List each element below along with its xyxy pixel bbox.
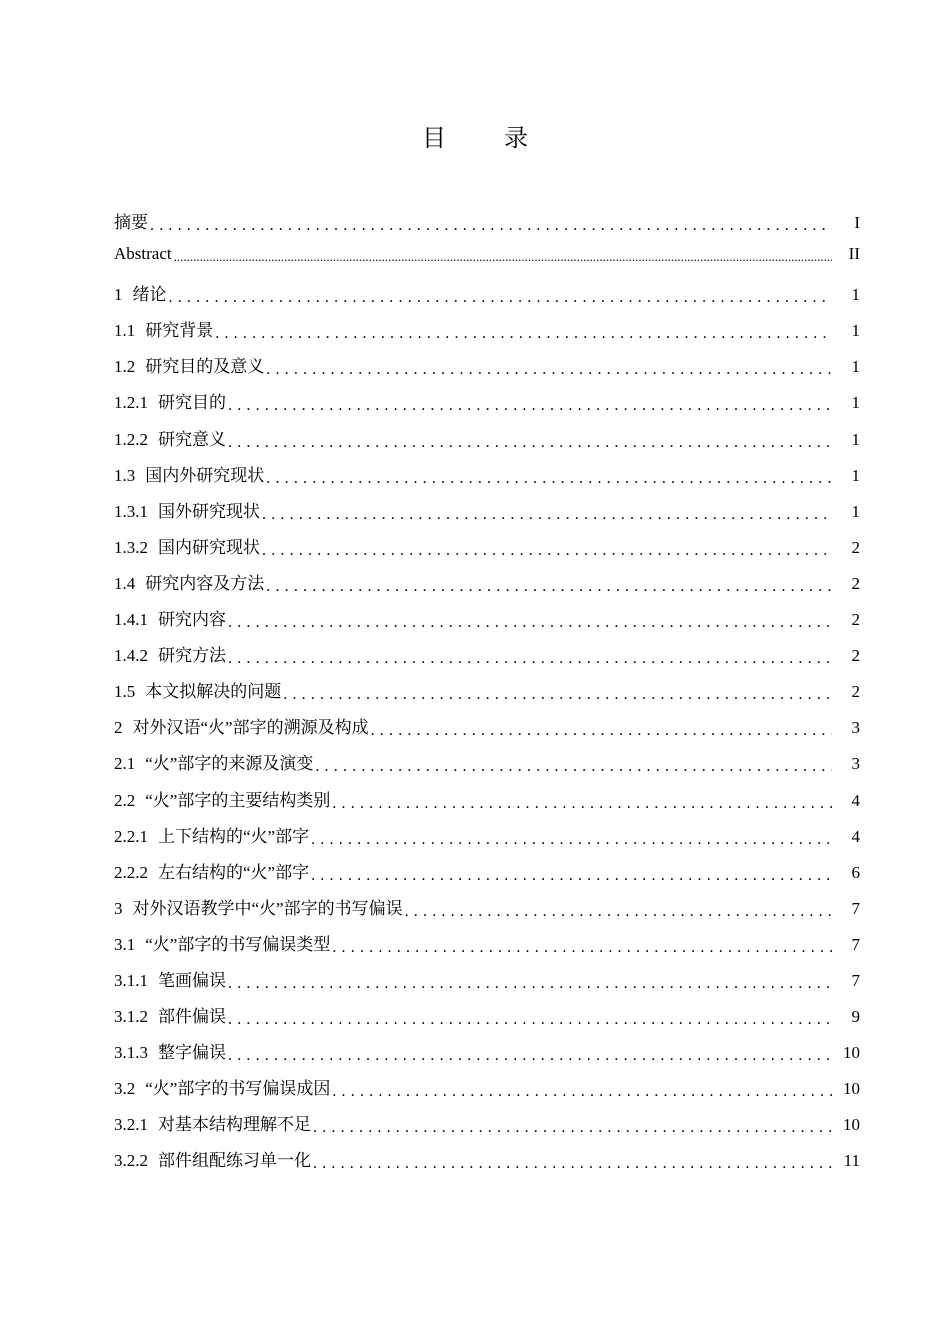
toc-page-number: 1 xyxy=(851,285,860,305)
toc-entry-heading xyxy=(114,749,313,774)
toc-entry-number: 1.5 xyxy=(114,682,136,702)
toc-leader-dots xyxy=(262,504,832,524)
toc-leader-dots xyxy=(228,1045,832,1065)
toc-page-number: II xyxy=(848,244,860,264)
toc-entry-heading xyxy=(114,497,260,522)
toc-entry-text: 对基本结构理解不足 xyxy=(158,1115,311,1135)
toc-entry-text: 研究内容及方法 xyxy=(145,573,265,593)
toc-entry[interactable] xyxy=(114,1110,860,1146)
toc-entry-heading xyxy=(114,966,226,991)
toc-entry[interactable] xyxy=(114,208,860,244)
toc-entry-number: 3 xyxy=(114,898,123,918)
toc-leader-dots xyxy=(169,287,833,307)
toc-page-number: 4 xyxy=(851,790,860,810)
toc-entry[interactable] xyxy=(114,786,860,822)
toc-page-number: 7 xyxy=(851,934,860,954)
toc-entry-text: 研究目的及意义 xyxy=(145,357,265,377)
toc-entry-number: 2 xyxy=(114,718,123,738)
toc-leader-dots xyxy=(266,468,832,488)
toc-entry-heading xyxy=(114,208,148,233)
toc-page-number: 10 xyxy=(843,1043,860,1063)
toc-page-number: 2 xyxy=(851,610,860,630)
toc-page-number: 1 xyxy=(851,393,860,413)
toc-page-number: I xyxy=(854,213,860,232)
toc-entry[interactable] xyxy=(114,533,860,569)
toc-leader-dots xyxy=(332,937,832,957)
toc-leader-dots xyxy=(405,901,832,921)
toc-entry-number: 1.4.2 xyxy=(114,646,148,666)
toc-entry-text: “火”部字的书写偏误类型 xyxy=(145,934,331,954)
toc-leader-dots xyxy=(174,246,832,266)
toc-entry-heading xyxy=(114,858,309,883)
toc-list xyxy=(114,208,860,1183)
toc-page-number: 11 xyxy=(843,1151,860,1171)
toc-entry-text: 国内外研究现状 xyxy=(145,465,265,485)
toc-entry-number: 3.2 xyxy=(114,1079,136,1099)
toc-page-number: 2 xyxy=(851,682,860,702)
toc-leader-dots xyxy=(228,648,832,668)
toc-entry[interactable] xyxy=(114,1146,860,1182)
toc-entry-heading xyxy=(114,641,226,666)
toc-leader-dots xyxy=(262,540,832,560)
toc-entry-text: 本文拟解决的问题 xyxy=(145,682,282,702)
toc-entry-text: 笔画偏误 xyxy=(158,970,226,990)
toc-entry-text: “火”部字的主要结构类别 xyxy=(145,790,331,810)
toc-entry[interactable] xyxy=(114,280,860,316)
toc-entry-heading xyxy=(114,1002,226,1027)
toc-entry-text: 摘要 xyxy=(114,213,148,232)
toc-entry[interactable] xyxy=(114,569,860,605)
toc-entry-heading xyxy=(114,533,260,558)
toc-page-number: 7 xyxy=(851,898,860,918)
toc-leader-dots xyxy=(313,1117,832,1137)
toc-entry[interactable] xyxy=(114,461,860,497)
toc-entry-text: “火”部字的来源及演变 xyxy=(145,754,314,774)
toc-entry-number: 2.2.2 xyxy=(114,862,148,882)
toc-entry-number: 1.2 xyxy=(114,357,136,377)
toc-entry-text: Abstract xyxy=(114,244,172,264)
toc-entry[interactable] xyxy=(114,822,860,858)
toc-page-number: 3 xyxy=(851,718,860,738)
toc-page-number: 2 xyxy=(851,537,860,557)
toc-entry-number: 3.2.1 xyxy=(114,1115,148,1135)
toc-entry-heading xyxy=(114,677,281,702)
toc-entry[interactable] xyxy=(114,244,860,280)
toc-entry-text: 左右结构的“火”部字 xyxy=(158,862,310,882)
toc-page-number: 7 xyxy=(851,970,860,990)
toc-title: 目 录 xyxy=(422,126,554,152)
toc-entry-text: 研究意义 xyxy=(158,429,226,449)
toc-leader-dots xyxy=(215,323,832,343)
toc-entry-text: 研究目的 xyxy=(158,393,226,413)
toc-leader-dots xyxy=(228,973,832,993)
toc-entry-number: 2.2 xyxy=(114,790,136,810)
toc-entry-heading xyxy=(114,280,167,305)
toc-page-number: 1 xyxy=(851,429,860,449)
toc-page-number: 9 xyxy=(851,1007,860,1027)
toc-entry-heading xyxy=(114,1110,311,1135)
toc-leader-dots xyxy=(313,1153,832,1173)
toc-entry[interactable] xyxy=(114,388,860,424)
toc-entry-text: 上下结构的“火”部字 xyxy=(158,826,310,846)
toc-entry-heading xyxy=(114,713,369,738)
toc-leader-dots xyxy=(283,684,832,704)
toc-entry-text: 研究内容 xyxy=(158,610,226,630)
toc-entry-text: “火”部字的书写偏误成因 xyxy=(145,1079,331,1099)
toc-entry[interactable] xyxy=(114,713,860,749)
toc-entry-number: 2.2.1 xyxy=(114,826,148,846)
toc-leader-dots xyxy=(266,576,832,596)
toc-entry-number: 3.1 xyxy=(114,934,136,954)
toc-entry[interactable] xyxy=(114,641,860,677)
toc-page-number: 3 xyxy=(851,754,860,774)
toc-entry-text: 对外汉语“火”部字的溯源及构成 xyxy=(132,718,369,738)
toc-leader-dots xyxy=(371,720,832,740)
toc-leader-dots xyxy=(315,756,832,776)
toc-entry-text: 研究方法 xyxy=(158,646,226,666)
toc-entry[interactable] xyxy=(114,749,860,785)
toc-leader-dots xyxy=(266,359,832,379)
toc-page-number: 2 xyxy=(851,646,860,666)
toc-entry-heading xyxy=(114,1146,311,1171)
toc-entry[interactable] xyxy=(114,930,860,966)
toc-entry-number: 2.1 xyxy=(114,754,136,774)
toc-entry-number: 1.3.2 xyxy=(114,537,148,557)
toc-entry-number: 1 xyxy=(114,285,123,305)
toc-entry-heading xyxy=(114,822,309,847)
toc-page-number: 6 xyxy=(851,862,860,882)
toc-leader-dots xyxy=(228,395,832,415)
toc-entry-text: 绪论 xyxy=(132,285,167,305)
toc-entry[interactable] xyxy=(114,605,860,641)
toc-entry-heading xyxy=(114,786,330,811)
toc-entry-heading xyxy=(114,388,226,413)
toc-entry[interactable] xyxy=(114,1074,860,1110)
toc-entry-heading xyxy=(114,930,330,955)
toc-entry-heading xyxy=(114,352,264,377)
toc-entry[interactable] xyxy=(114,966,860,1002)
toc-entry[interactable] xyxy=(114,1002,860,1038)
toc-entry[interactable] xyxy=(114,894,860,930)
toc-entry-number: 3.1.3 xyxy=(114,1043,148,1063)
toc-entry-heading xyxy=(114,425,226,450)
toc-leader-dots xyxy=(228,432,832,452)
toc-entry-heading xyxy=(114,316,213,341)
toc-leader-dots xyxy=(332,1081,832,1101)
toc-entry-number: 1.3.1 xyxy=(114,501,148,521)
toc-entry-heading xyxy=(114,1074,330,1099)
toc-entry[interactable] xyxy=(114,677,860,713)
toc-entry-number: 1.1 xyxy=(114,321,136,341)
toc-entry[interactable] xyxy=(114,316,860,352)
toc-entry-text: 国外研究现状 xyxy=(158,501,260,521)
toc-page-number: 1 xyxy=(851,501,860,521)
toc-leader-dots xyxy=(332,793,832,813)
toc-entry-text: 对外汉语教学中“火”部字的书写偏误 xyxy=(132,898,403,918)
toc-entry-text: 部件偏误 xyxy=(158,1007,226,1027)
toc-entry[interactable] xyxy=(114,858,860,894)
toc-page-number: 2 xyxy=(851,573,860,593)
toc-entry[interactable] xyxy=(114,352,860,388)
toc-page-number: 4 xyxy=(851,826,860,846)
toc-entry-text: 整字偏误 xyxy=(158,1043,226,1063)
toc-page-number: 10 xyxy=(843,1079,860,1099)
toc-entry-number: 1.4 xyxy=(114,573,136,593)
toc-leader-dots xyxy=(228,612,832,632)
toc-entry-heading xyxy=(114,605,226,630)
toc-entry-heading xyxy=(114,894,403,919)
toc-entry[interactable] xyxy=(114,425,860,461)
toc-entry-heading xyxy=(114,1038,226,1063)
toc-page-number: 1 xyxy=(851,357,860,377)
toc-page-number: 10 xyxy=(843,1115,860,1135)
toc-page-number: 1 xyxy=(851,321,860,341)
toc-entry-text: 研究背景 xyxy=(145,321,214,341)
toc-entry-number: 1.2.1 xyxy=(114,393,148,413)
toc-entry-number: 1.2.2 xyxy=(114,429,148,449)
toc-entry-heading xyxy=(114,569,264,594)
toc-entry-number: 3.1.1 xyxy=(114,970,148,990)
toc-entry-text: 国内研究现状 xyxy=(158,537,260,557)
toc-entry-number: 1.3 xyxy=(114,465,136,485)
toc-entry[interactable] xyxy=(114,497,860,533)
toc-page-number: 1 xyxy=(851,465,860,485)
toc-entry-text: 部件组配练习单一化 xyxy=(158,1151,311,1171)
toc-entry-number: 1.4.1 xyxy=(114,610,148,630)
toc-leader-dots xyxy=(150,215,832,235)
toc-entry[interactable] xyxy=(114,1038,860,1074)
toc-leader-dots xyxy=(311,865,832,885)
toc-leader-dots xyxy=(311,829,832,849)
toc-entry-number: 3.2.2 xyxy=(114,1151,148,1171)
toc-entry-heading xyxy=(114,461,264,486)
toc-entry-number: 3.1.2 xyxy=(114,1007,148,1027)
toc-entry-heading xyxy=(114,244,172,264)
toc-leader-dots xyxy=(228,1009,832,1029)
